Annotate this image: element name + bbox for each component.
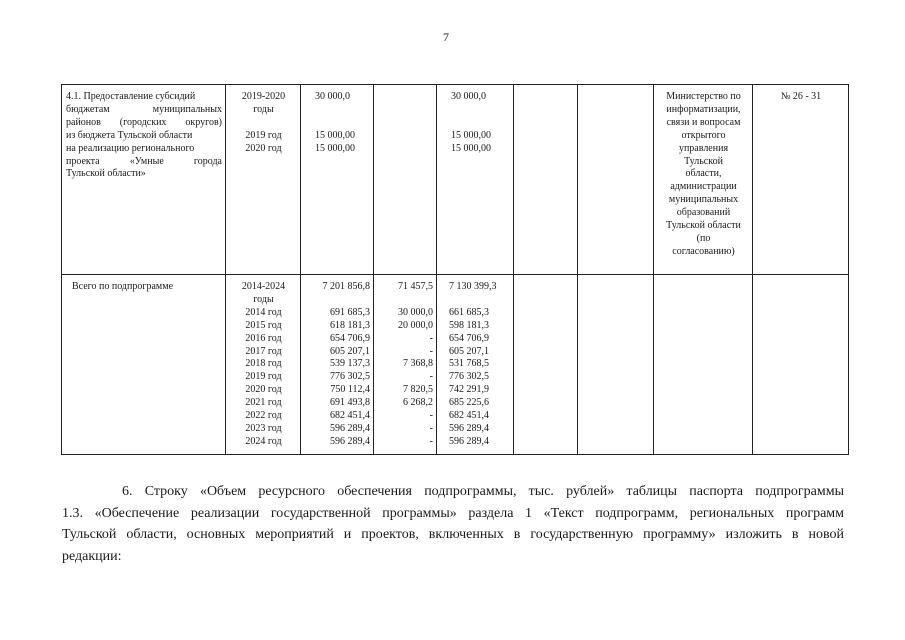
executor-line: муниципальных xyxy=(668,194,739,206)
amount-line: 15 000,00 xyxy=(315,142,355,154)
empty-cell xyxy=(578,85,654,275)
period-line: 2018 год xyxy=(245,358,282,370)
amount-line: 685 225,6 xyxy=(449,397,489,409)
executor-line: Министерство по xyxy=(666,91,741,102)
period-line: 2014 год xyxy=(245,306,282,318)
period-line: 2014-2024 xyxy=(241,281,286,292)
regional-cell xyxy=(437,275,514,455)
amount-line: - xyxy=(429,345,433,357)
amount-line: 605 207,1 xyxy=(449,345,489,357)
amount-line: 30 000,0 xyxy=(398,306,433,318)
period-line: 2019 год xyxy=(245,129,282,141)
executor-line: информатизации, xyxy=(666,103,741,115)
table-row xyxy=(62,275,849,455)
amount-line: 15 000,00 xyxy=(451,129,491,141)
amount-line: 776 302,5 xyxy=(449,371,489,383)
executor-line: связи и вопросам xyxy=(666,116,741,128)
amount-line: 691 685,3 xyxy=(330,306,370,318)
event-name-line: Тульской области» xyxy=(66,168,146,180)
amount-line: 596 289,4 xyxy=(330,422,370,434)
amount-line: 15 000,00 xyxy=(315,129,355,141)
indicator-value: № 26 - 31 xyxy=(780,91,822,102)
period-line: 2021 год xyxy=(245,397,282,409)
amount-line: 30 000,0 xyxy=(451,91,486,102)
event-name-line: из бюджета Тульской области xyxy=(66,129,193,141)
amount-line: 598 181,3 xyxy=(449,319,489,331)
amount-line: 539 137,3 xyxy=(330,358,370,370)
executor-cell xyxy=(654,85,753,275)
amount-line: - xyxy=(429,332,433,344)
empty-cell xyxy=(753,275,849,455)
amount-line: 20 000,0 xyxy=(398,319,433,331)
paragraph-line: 6. Строку «Объем ресурсного обеспечения подпрограммы, тыс. рублей» таблицы паспорта подпрограммы xyxy=(122,484,844,499)
event-name-line: проекта «Умные города xyxy=(66,155,222,167)
period-line: 2022 год xyxy=(245,410,282,422)
amount-line: - xyxy=(429,435,433,447)
regional-cell xyxy=(437,85,514,275)
amount-line: 7 368,8 xyxy=(403,358,433,370)
event-name-line: районов (городских округов) xyxy=(66,116,222,128)
period-line: 2019-2020 xyxy=(241,91,286,102)
executor-line: управления xyxy=(678,142,729,154)
period-line: 2017 год xyxy=(245,345,282,357)
period-cell xyxy=(226,85,301,275)
amount-line: 691 493,8 xyxy=(330,397,370,409)
paragraph-line: редакции: xyxy=(62,548,122,564)
amount-line xyxy=(305,294,370,307)
amount-line: 30 000,0 xyxy=(315,91,350,102)
program-table xyxy=(61,84,849,455)
period-line: 2024 год xyxy=(245,435,282,447)
paragraph-line: Тульской области, основных мероприятий и проектов, включенных в государственную программу» изложить в новой xyxy=(62,527,844,543)
total-label: Всего по подпрограмме xyxy=(72,281,174,292)
amount-line: 7 820,5 xyxy=(403,384,433,396)
empty-cell xyxy=(578,275,654,455)
amount-line: 596 289,4 xyxy=(449,422,489,434)
empty-cell xyxy=(514,85,578,275)
amount-line: - xyxy=(429,371,433,383)
executor-line: образований xyxy=(676,207,731,219)
event-name-line: на реализацию регионального xyxy=(66,142,195,154)
amount-line: 7 201 856,8 xyxy=(322,281,370,292)
executor-line: открытого xyxy=(681,129,726,141)
amount-line: 605 207,1 xyxy=(330,345,370,357)
federal-cell xyxy=(374,275,437,455)
period-line: 2020 год xyxy=(245,142,282,154)
period-line: годы xyxy=(253,103,274,115)
amount-line: 682 451,4 xyxy=(330,410,370,422)
executor-line: Тульской области xyxy=(666,220,741,232)
amount-line: - xyxy=(429,410,433,422)
executor-line: (по xyxy=(696,232,711,244)
amount-line: - xyxy=(429,422,433,434)
period-line: 2023 год xyxy=(245,422,282,434)
event-name-cell xyxy=(62,85,226,275)
amount-line: 71 457,5 xyxy=(398,281,433,292)
amount-line xyxy=(378,294,433,307)
amount-line xyxy=(449,294,510,307)
amount-line: 654 706,9 xyxy=(449,332,489,344)
amount-line: 6 268,2 xyxy=(403,397,433,409)
amount-line: 750 112,4 xyxy=(330,384,370,396)
amount-line: 618 181,3 xyxy=(330,319,370,331)
total-cell xyxy=(301,85,374,275)
period-line: 2019 год xyxy=(245,371,282,383)
amount-line: 661 685,3 xyxy=(449,306,489,318)
period-line: 2015 год xyxy=(245,319,282,331)
empty-cell xyxy=(654,275,753,455)
federal-cell xyxy=(374,85,437,275)
amount-line: 682 451,4 xyxy=(449,410,489,422)
amount-line: 776 302,5 xyxy=(330,371,370,383)
page-number: 7 xyxy=(443,30,449,44)
amount-line: 654 706,9 xyxy=(330,332,370,344)
total-label-cell xyxy=(62,275,226,455)
period-line: 2020 год xyxy=(245,384,282,396)
executor-line: согласованию) xyxy=(672,245,735,257)
period-line: годы xyxy=(253,293,274,305)
amount-line: 596 289,4 xyxy=(330,435,370,447)
executor-line: области, xyxy=(685,168,722,180)
indicator-cell xyxy=(753,85,849,275)
instruction-paragraph xyxy=(62,481,844,567)
total-cell xyxy=(301,275,374,455)
event-name-line: 4.1. Предоставление субсидий xyxy=(66,91,196,102)
event-name-line: бюджетам муниципальных xyxy=(66,103,222,115)
paragraph-line: 1.3. «Обеспечение реализации государственной программы» раздела 1 «Текст подпрограмм, региональных программ xyxy=(62,505,844,521)
amount-line: 7 130 399,3 xyxy=(449,281,497,292)
executor-line: Тульской xyxy=(684,155,723,167)
period-line: 2016 год xyxy=(245,332,282,344)
amount-line: 742 291,9 xyxy=(449,384,489,396)
executor-line: администрации xyxy=(670,181,737,193)
empty-cell xyxy=(514,275,578,455)
period-cell xyxy=(226,275,301,455)
amount-line: 596 289,4 xyxy=(449,435,489,447)
amount-line: 531 768,5 xyxy=(449,358,489,370)
table-row xyxy=(62,85,849,275)
amount-line: 15 000,00 xyxy=(451,142,491,154)
